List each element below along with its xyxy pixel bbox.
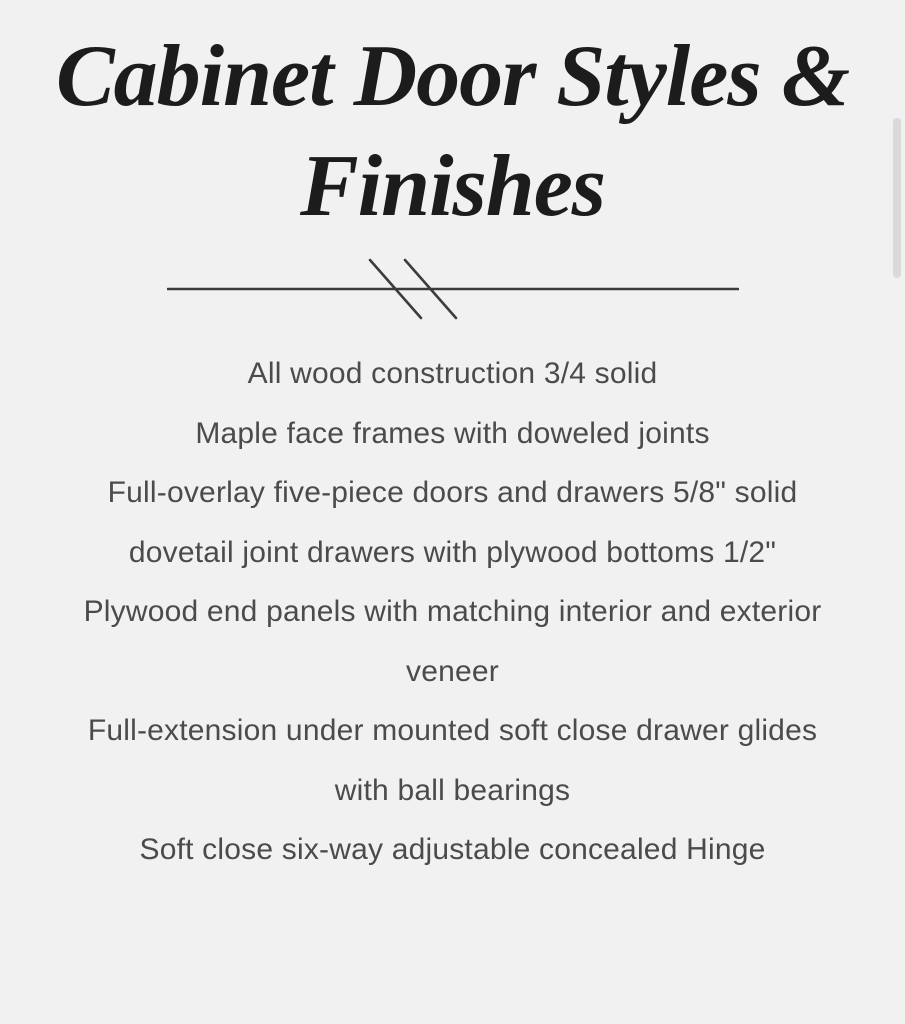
section-divider [167,258,739,320]
page-title [0,0,905,242]
page-title-line-2: Finishes [299,138,606,235]
spec-line: veneer [406,654,499,688]
specs-list [0,344,905,880]
spec-line: Full-overlay five-piece doors and drawers 5/8" solid [107,476,798,509]
page-title-line-1: Cabinet Door Styles & [55,28,850,125]
spec-line: Soft close six-way adjustable concealed Hinge [139,833,766,866]
scrollbar-thumb[interactable] [893,118,901,278]
divider-double-slash-icon [167,258,739,320]
spec-line: All wood construction 3/4 solid [247,357,658,390]
spec-line: dovetail joint drawers with plywood bottoms 1/2" [128,535,777,569]
spec-line: Full-extension under mounted soft close drawer glides [87,714,818,747]
spec-line: Plywood end panels with matching interior and exterior [83,595,822,628]
spec-line: with ball bearings [334,773,571,807]
spec-line: Maple face frames with doweled joints [195,416,710,450]
